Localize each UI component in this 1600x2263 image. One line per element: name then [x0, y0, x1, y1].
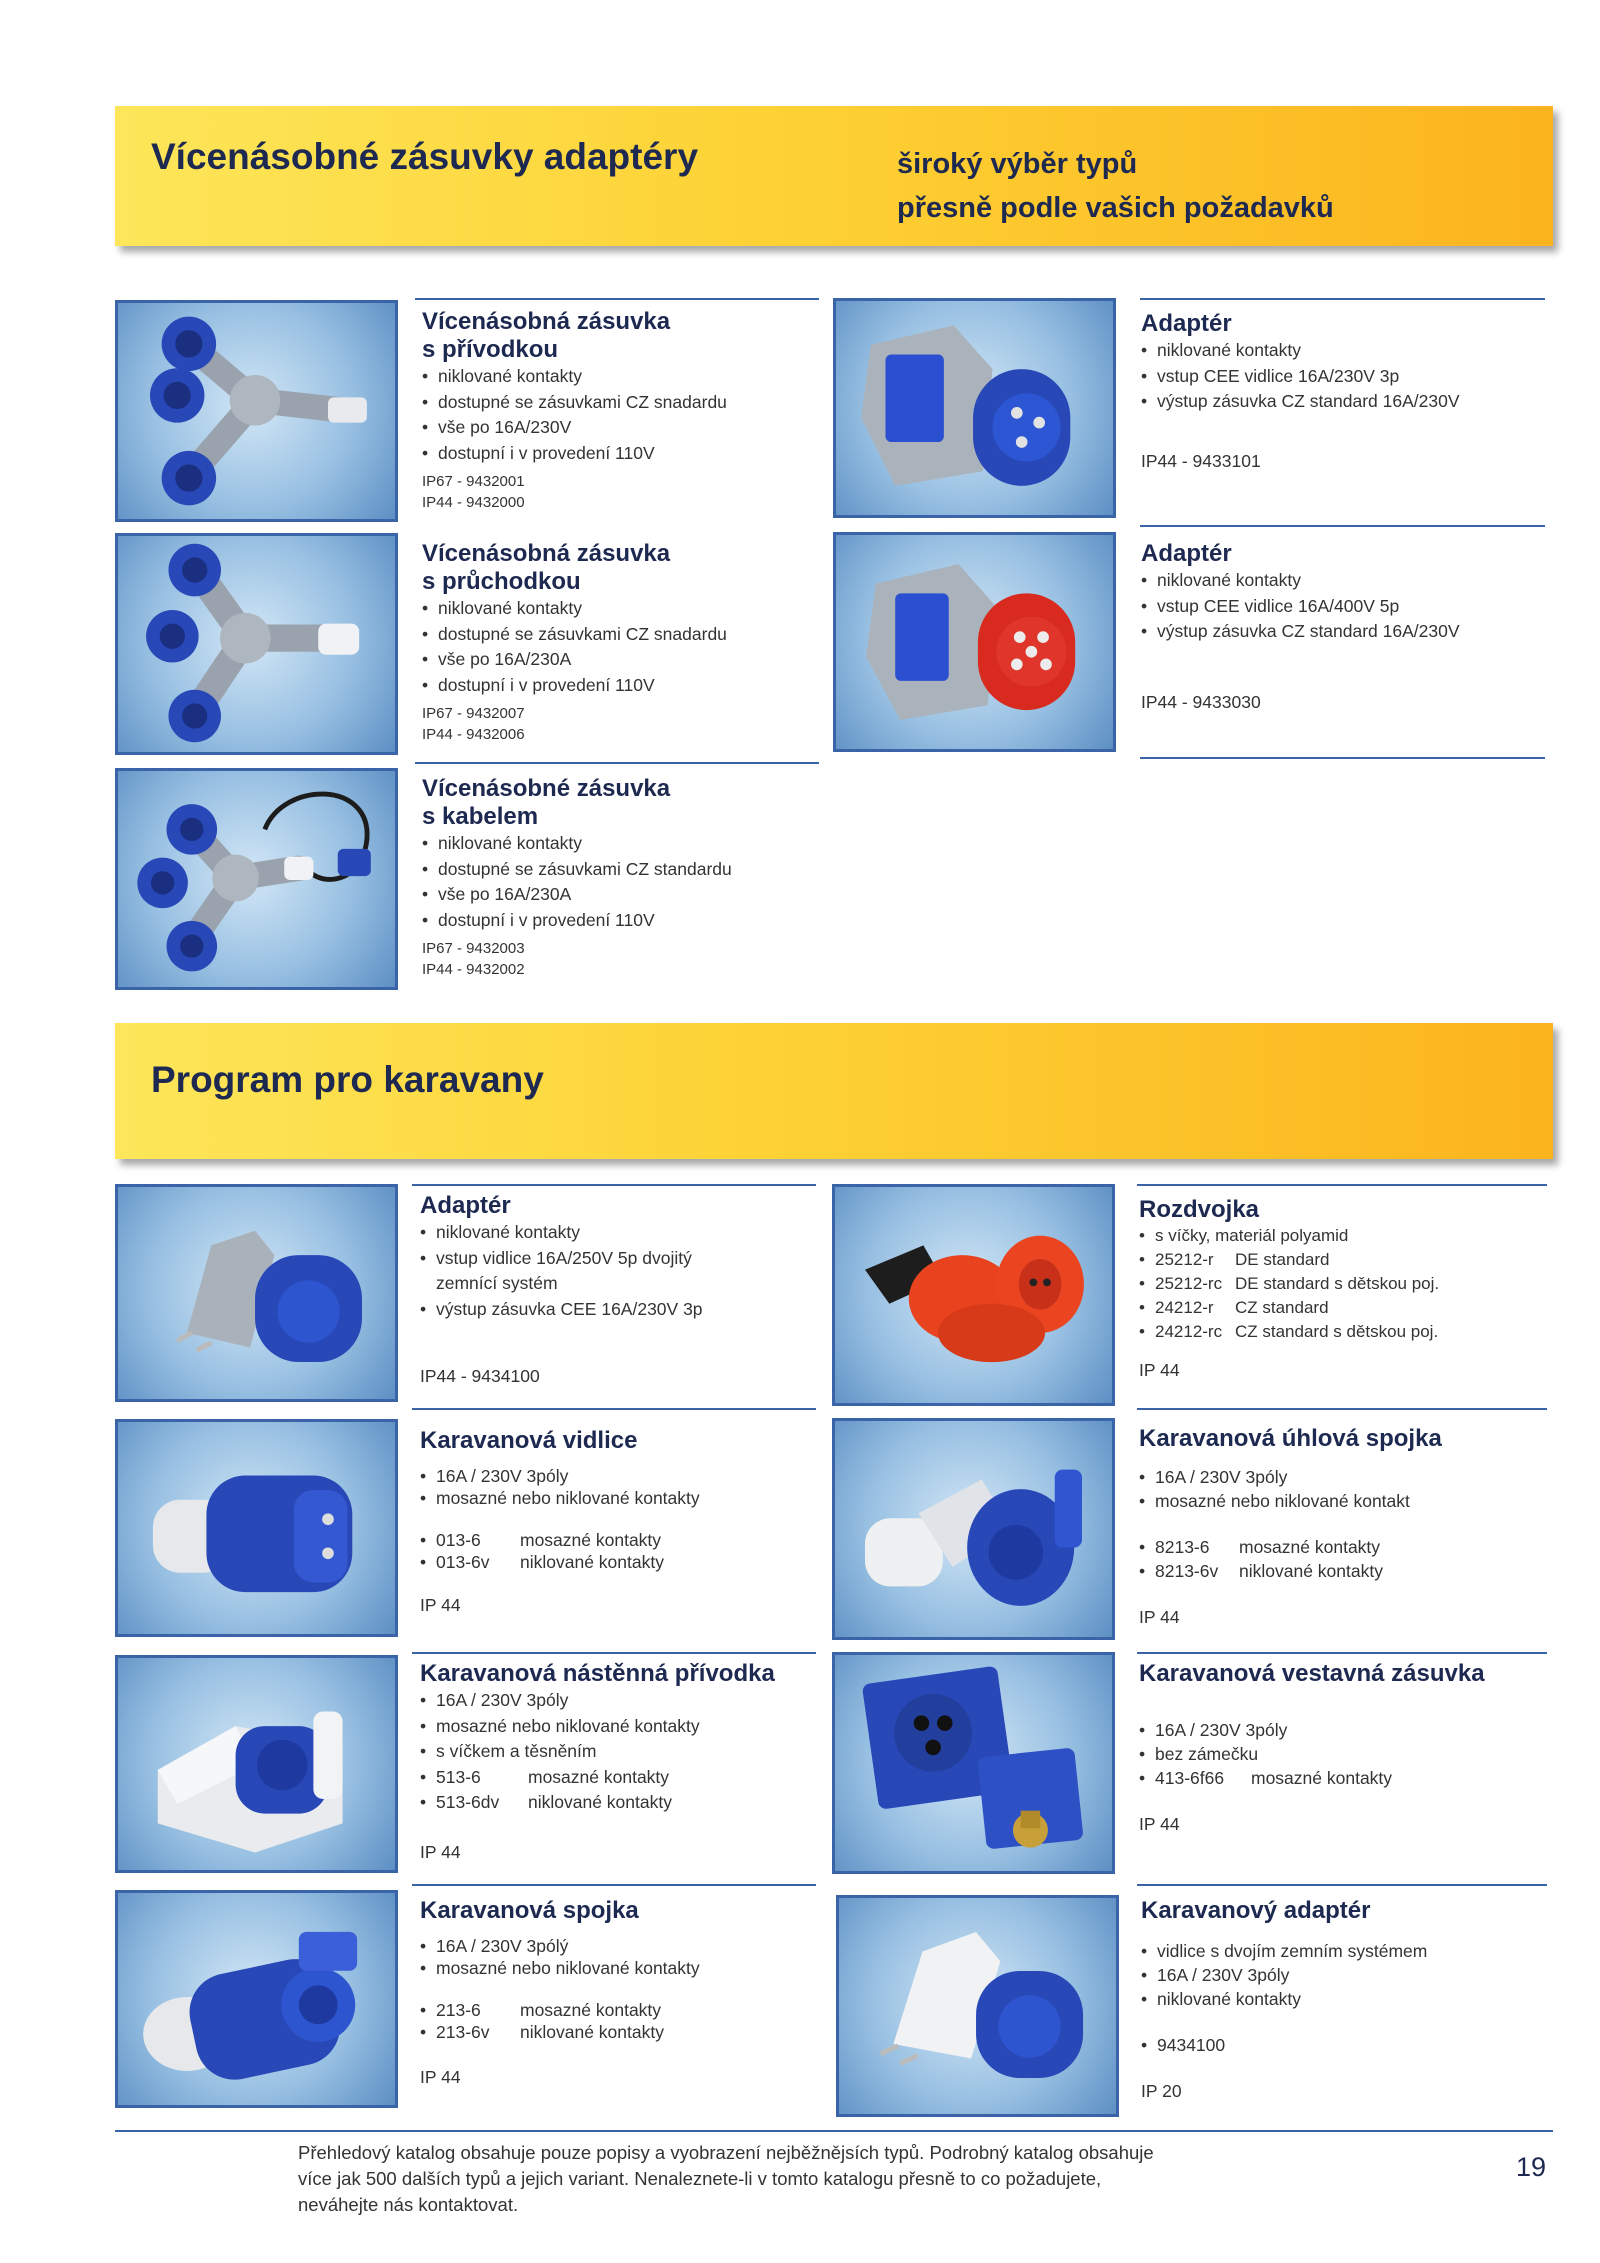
feature-list: [420, 1465, 820, 1509]
divider: [1140, 298, 1545, 300]
feature-item: • niklované kontakty: [1141, 1987, 1541, 2011]
feature-item: • vstup CEE vidlice 16A/400V 5p: [1141, 594, 1541, 620]
variant-desc: CZ standard s dětskou poj.: [1235, 1322, 1439, 1341]
variant-code: 24212-rc: [1155, 1322, 1223, 1341]
feature-list: [1139, 1465, 1539, 1513]
divider: [1137, 1884, 1547, 1886]
feature-list: [1139, 1224, 1539, 1344]
divider: [412, 1408, 816, 1410]
product-title: Karavanová vidlice: [420, 1427, 638, 1454]
product-image-multi-socket-gland: [115, 533, 398, 755]
product-title: Karavanová nástěnná přívodka: [420, 1660, 775, 1687]
product-caravan-wall-inlet: [420, 1660, 820, 1865]
feature-list: [422, 596, 822, 698]
divider: [1140, 757, 1545, 759]
variant-code: 25212-r: [1155, 1250, 1214, 1269]
product-title: [422, 775, 822, 831]
feature-item-text: vstup vidlice 16A/250V 5p dvojitý: [436, 1247, 692, 1268]
feature-list: [1141, 1939, 1541, 2011]
product-caravan-angle-coupler: [1139, 1425, 1539, 1631]
variant-desc: CZ standard: [1235, 1298, 1329, 1317]
footer-note: [298, 2140, 1198, 2218]
product-title: Karavanová vestavná zásuvka: [1139, 1660, 1485, 1687]
product-code: IP67 - 9432007: [422, 705, 525, 722]
footer-line: Přehledový katalog obsahuje pouze popisy a vyobrazení nejběžnějsích typů. Podrobný katalog obsahuje: [298, 2142, 1154, 2163]
feature-item: • niklované kontakty: [422, 596, 822, 622]
subtitle-line-2: přesně podle vašich požadavků: [897, 192, 1334, 224]
ip-rating: IP 44: [1139, 1814, 1180, 1834]
variant-code: 413-6f66: [1155, 1768, 1225, 1788]
feature-item: • výstup zásuvka CEE 16A/230V 3p: [420, 1297, 820, 1323]
variant-item: [1139, 1248, 1539, 1272]
divider: [1137, 1408, 1547, 1410]
product-title: Karavanový adaptér: [1141, 1897, 1371, 1924]
product-adapter-3p: [1141, 310, 1541, 474]
variant-item: [1139, 1320, 1539, 1344]
feature-list: [422, 831, 822, 933]
feature-item: • bez zámečku: [1139, 1742, 1539, 1766]
product-multi-socket-inlet: [422, 308, 822, 513]
ip-rating: IP 44: [420, 2067, 461, 2087]
feature-item: • vše po 16A/230V: [422, 415, 822, 441]
product-caravan-adapter-2: [1141, 1897, 1541, 2105]
variant-code: 25212-rc: [1155, 1274, 1223, 1293]
product-splitter: [1139, 1196, 1539, 1384]
feature-item: • vše po 16A/230A: [422, 882, 822, 908]
feature-item: • vše po 16A/230A: [422, 647, 822, 673]
product-image-caravan-coupler: [115, 1890, 398, 2108]
section-banner-caravans: [115, 1023, 1553, 1159]
divider: [1137, 1184, 1547, 1186]
section-subtitle: [897, 142, 1334, 230]
variant-code: 8213-6: [1155, 1537, 1210, 1557]
product-image-caravan-adapter: [115, 1184, 398, 1402]
feature-item: • mosazné nebo niklované kontakty: [420, 1957, 820, 1979]
feature-item: • výstup zásuvka CZ standard 16A/230V: [1141, 619, 1541, 645]
feature-item: • 16A / 230V 3póly: [420, 1465, 820, 1487]
variant-code: 513-6: [436, 1766, 481, 1787]
product-image-multi-socket-inlet: [115, 300, 398, 522]
variant-item: [420, 1999, 820, 2021]
variant-desc: mosazné kontakty: [520, 2000, 662, 2020]
product-title-line-1: Vícenásobné zásuvka: [422, 775, 671, 802]
product-title: Rozdvojka: [1139, 1196, 1260, 1223]
footer-line: neváhejte nás kontaktovat.: [298, 2194, 519, 2215]
product-title: [422, 540, 822, 596]
divider: [415, 298, 819, 300]
feature-item: • 16A / 230V 3póly: [1141, 1963, 1541, 1987]
feature-list: [420, 1220, 820, 1271]
variant-code: 24212-r: [1155, 1298, 1214, 1317]
product-title: Karavanová spojka: [420, 1897, 639, 1924]
feature-item: • výstup zásuvka CZ standard 16A/230V: [1141, 389, 1541, 415]
ip-rating: IP 44: [420, 1595, 461, 1615]
feature-item: • vidlice s dvojím zemním systémem: [1141, 1939, 1541, 1963]
product-title: Adaptér: [1141, 540, 1232, 567]
product-title-line-2: s přívodkou: [422, 336, 559, 363]
code-list: [1141, 2033, 1541, 2057]
product-code: IP44 - 9433030: [1141, 691, 1261, 712]
feature-item: • niklované kontakty: [420, 1220, 820, 1246]
variant-desc: DE standard s dětskou poj.: [1235, 1274, 1440, 1293]
variant-item: [420, 1765, 820, 1791]
feature-item: • mosazné nebo niklované kontakty: [420, 1487, 820, 1509]
variant-code: 013-6v: [436, 1552, 490, 1572]
variant-list: [1139, 1535, 1539, 1583]
variant-desc: mosazné kontakty: [528, 1766, 670, 1787]
feature-item-continuation: zemnící systém: [436, 1273, 558, 1293]
page-number: 19: [1516, 2152, 1547, 2182]
variant-code: 213-6: [436, 2000, 481, 2020]
variant-list: [420, 1999, 820, 2043]
product-image-caravan-plug: [115, 1419, 398, 1637]
ip-rating: IP 44: [1139, 1360, 1180, 1380]
divider: [412, 1184, 816, 1186]
subtitle-line-1: široký výběr typů: [897, 148, 1138, 180]
variant-desc: niklované kontakty: [520, 2022, 664, 2042]
feature-item: • mosazné nebo niklované kontakt: [1139, 1489, 1539, 1513]
feature-item: • niklované kontakty: [1141, 568, 1541, 594]
variant-desc: mosazné kontakty: [1251, 1768, 1393, 1788]
variant-item: [420, 2021, 820, 2043]
feature-list: [420, 1688, 820, 1816]
footer-line: více jak 500 dalších typů a jejich variant. Nenaleznete-li v tomto katalogu přesně to co požadujete,: [298, 2168, 1102, 2189]
variant-code: 8213-6v: [1155, 1561, 1219, 1581]
product-image-adapter-3p: [833, 298, 1116, 518]
feature-item: • dostupné se zásuvkami CZ standardu: [422, 857, 822, 883]
feature-item: [420, 1246, 820, 1272]
product-title-line-2: s kabelem: [422, 803, 539, 830]
feature-list: [422, 364, 822, 466]
variant-desc: niklované kontakty: [528, 1792, 672, 1812]
variant-list: [420, 1529, 820, 1573]
variant-item: [420, 1551, 820, 1573]
divider: [1137, 1652, 1547, 1654]
footer-divider: [115, 2130, 1553, 2132]
feature-item: • niklované kontakty: [1141, 338, 1541, 364]
feature-list: [1141, 338, 1541, 415]
feature-list: [1139, 1718, 1539, 1790]
product-title: [422, 308, 822, 364]
product-caravan-adapter: [420, 1192, 820, 1390]
ip-rating: IP44 - 9434100: [420, 1366, 540, 1386]
variant-code: 213-6v: [436, 2022, 490, 2042]
feature-item: • niklované kontakty: [422, 831, 822, 857]
product-image-multi-socket-cable: [115, 768, 398, 990]
feature-list: [420, 1935, 820, 1979]
feature-item: • dostupní i v provedení 110V: [422, 673, 822, 699]
variant-item: [1139, 1535, 1539, 1559]
product-code: IP44 - 9432000: [422, 494, 525, 511]
product-image-adapter-5p: [833, 532, 1116, 752]
variant-item: [1139, 1559, 1539, 1583]
product-title-line-2: s průchodkou: [422, 568, 581, 595]
ip-rating: IP 44: [420, 1841, 461, 1862]
section-banner-multi-sockets: [115, 106, 1553, 246]
product-title: Adaptér: [1141, 310, 1232, 337]
product-caravan-plug: [420, 1427, 820, 1619]
feature-item: • s víčky, materiál polyamid: [1139, 1224, 1539, 1248]
feature-item: • 16A / 230V 3póly: [1139, 1465, 1539, 1489]
divider: [415, 762, 819, 764]
variant-desc: niklované kontakty: [1239, 1561, 1383, 1581]
section-title: Program pro karavany: [151, 1059, 544, 1100]
product-image-caravan-angle-coupler: [832, 1418, 1115, 1640]
feature-item: • 16A / 230V 3pólý: [420, 1935, 820, 1957]
variant-desc: niklované kontakty: [520, 1552, 664, 1572]
feature-list: [1141, 568, 1541, 645]
product-multi-socket-cable: [422, 775, 822, 980]
feature-list: [420, 1297, 820, 1323]
feature-item: • niklované kontakty: [422, 364, 822, 390]
variant-desc: mosazné kontakty: [1239, 1537, 1381, 1557]
feature-item: • dostupní i v provedení 110V: [422, 441, 822, 467]
product-title: Adaptér: [420, 1192, 511, 1219]
product-adapter-5p: [1141, 540, 1541, 715]
product-image-splitter: [832, 1184, 1115, 1406]
variant-desc: DE standard: [1235, 1250, 1330, 1269]
product-code: IP67 - 9432003: [422, 940, 525, 957]
feature-item: • dostupné se zásuvkami CZ snadardu: [422, 390, 822, 416]
product-caravan-coupler: [420, 1897, 820, 2091]
variant-item: [420, 1790, 820, 1816]
product-multi-socket-gland: [422, 540, 822, 745]
feature-item: • vstup CEE vidlice 16A/230V 3p: [1141, 364, 1541, 390]
feature-item: • mosazné nebo niklované kontakty: [420, 1714, 820, 1740]
feature-item: • dostupní i v provedení 110V: [422, 908, 822, 934]
feature-item: • 16A / 230V 3póly: [420, 1688, 820, 1714]
feature-item: • s víčkem a těsněním: [420, 1739, 820, 1765]
product-caravan-panel-socket: [1139, 1660, 1539, 1838]
product-title-line-1: Vícenásobná zásuvka: [422, 540, 671, 567]
divider: [1140, 525, 1545, 527]
variant-desc: mosazné kontakty: [520, 1530, 662, 1550]
code-item: • 9434100: [1141, 2033, 1541, 2057]
feature-item: • 16A / 230V 3póly: [1139, 1718, 1539, 1742]
variant-item: [1139, 1766, 1539, 1790]
divider: [412, 1652, 816, 1654]
variant-item: [1139, 1296, 1539, 1320]
product-image-caravan-wall-inlet: [115, 1655, 398, 1873]
variant-item: [1139, 1272, 1539, 1296]
product-title: Karavanová úhlová spojka: [1139, 1425, 1442, 1452]
ip-rating: IP 44: [1139, 1607, 1180, 1627]
variant-code: 013-6: [436, 1530, 481, 1550]
product-title-line-1: Vícenásobná zásuvka: [422, 308, 671, 335]
section-title: Vícenásobné zásuvky adaptéry: [151, 136, 699, 177]
divider: [412, 1884, 816, 1886]
product-image-caravan-adapter-2: [836, 1895, 1119, 2117]
product-code: IP44 - 9433101: [1141, 450, 1261, 471]
feature-item: • dostupné se zásuvkami CZ snadardu: [422, 622, 822, 648]
ip-rating: IP 20: [1141, 2081, 1182, 2101]
product-code: IP67 - 9432001: [422, 473, 525, 490]
variant-code: 513-6dv: [436, 1792, 500, 1812]
variant-item: [420, 1529, 820, 1551]
product-code: IP44 - 9432002: [422, 961, 525, 978]
product-image-caravan-panel-socket: [832, 1652, 1115, 1874]
product-code: IP44 - 9432006: [422, 726, 525, 743]
